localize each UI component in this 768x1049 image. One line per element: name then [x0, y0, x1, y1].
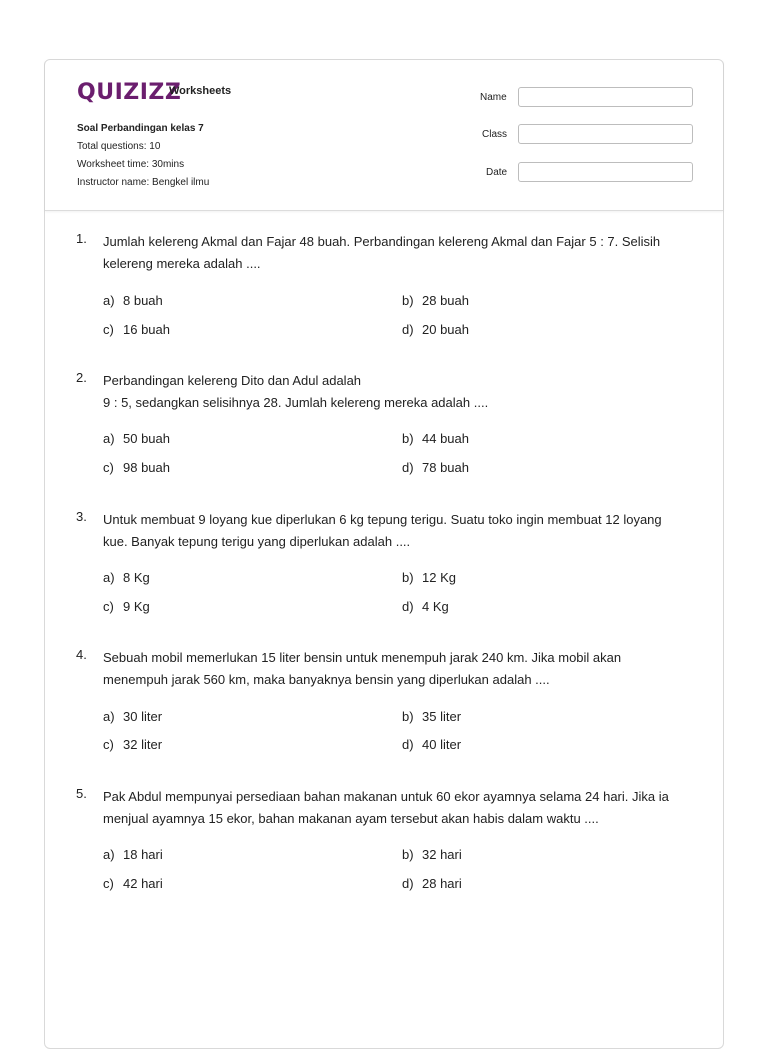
option-b[interactable]	[402, 570, 456, 585]
instructor-name: Instructor name: Bengkel ilmu	[77, 177, 210, 188]
option-letter: c)	[103, 737, 114, 752]
option-text: 4 Kg	[422, 599, 449, 614]
question-number: 1.	[76, 231, 87, 246]
option-letter: b)	[402, 431, 414, 446]
name-label: Name	[480, 92, 507, 103]
option-text: 28 buah	[422, 293, 469, 308]
question-number: 3.	[76, 509, 87, 524]
question-number: 2.	[76, 370, 87, 385]
option-letter: a)	[103, 293, 115, 308]
worksheet-meta	[77, 120, 209, 192]
option-text: 8 Kg	[123, 570, 150, 585]
total-questions: Total questions: 10	[77, 141, 161, 152]
option-letter: c)	[103, 322, 114, 337]
option-text: 9 Kg	[123, 599, 150, 614]
option-text: 30 liter	[123, 709, 163, 724]
question-number: 5.	[76, 786, 87, 801]
option-letter: a)	[103, 570, 115, 585]
class-label: Class	[482, 129, 508, 140]
option-letter: c)	[103, 460, 114, 475]
question-text: Untuk membuat 9 loyang kue diperlukan 6 kg tepung terigu. Suatu toko ingin membuat 12 loyang kue. Banyak tepung terigu yang diperlukan adalah ....	[103, 512, 662, 549]
option-letter: a)	[103, 709, 115, 724]
worksheet-page	[44, 59, 724, 1049]
option-letter: a)	[103, 847, 115, 862]
option-text: 42 hari	[123, 876, 163, 891]
option-letter: d)	[402, 737, 414, 752]
option-text: 50 buah	[123, 431, 170, 446]
option-c[interactable]	[103, 599, 150, 614]
option-text: 18 hari	[123, 847, 163, 862]
option-c[interactable]	[103, 876, 163, 891]
option-text: 98 buah	[123, 460, 170, 475]
option-a[interactable]	[103, 570, 150, 585]
option-letter: d)	[402, 322, 414, 337]
question-text: Perbandingan kelereng Dito dan Adul adalah 9 : 5, sedangkan selisihnya 28. Jumlah kelereng mereka adalah ....	[103, 373, 489, 410]
worksheet-title: Soal Perbandingan kelas 7	[77, 123, 204, 134]
option-a[interactable]	[103, 709, 162, 724]
date-field[interactable]	[518, 162, 693, 182]
date-label: Date	[486, 167, 508, 178]
option-text: 32 liter	[123, 737, 163, 752]
option-d[interactable]	[402, 599, 449, 614]
option-c[interactable]	[103, 737, 162, 752]
question-text: Jumlah kelereng Akmal dan Fajar 48 buah. Perbandingan kelereng Akmal dan Fajar 5 : 7. Selisih kelereng mereka adalah ....	[103, 234, 661, 271]
logo-subtitle: Worksheets	[169, 85, 232, 97]
option-a[interactable]	[103, 293, 163, 308]
question-text: Sebuah mobil memerlukan 15 liter bensin untuk menempuh jarak 240 km. Jika mobil akan menempuh jarak 560 km, maka banyaknya bensin yang diperlukan adalah ....	[103, 650, 622, 687]
option-text: 35 liter	[422, 709, 462, 724]
option-a[interactable]	[103, 847, 163, 862]
option-d[interactable]	[402, 322, 469, 337]
option-d[interactable]	[402, 737, 461, 752]
class-field[interactable]	[518, 124, 693, 144]
option-letter: d)	[402, 460, 414, 475]
option-b[interactable]	[402, 709, 461, 724]
option-c[interactable]	[103, 460, 170, 475]
option-text: 20 buah	[422, 322, 469, 337]
option-d[interactable]	[402, 460, 469, 475]
worksheet-header	[45, 60, 723, 211]
option-text: 44 buah	[422, 431, 469, 446]
option-text: 12 Kg	[422, 570, 456, 585]
option-letter: d)	[402, 876, 414, 891]
option-letter: c)	[103, 599, 114, 614]
option-letter: d)	[402, 599, 414, 614]
option-text: 32 hari	[422, 847, 462, 862]
option-b[interactable]	[402, 293, 469, 308]
option-d[interactable]	[402, 876, 462, 891]
question-text: Pak Abdul mempunyai persediaan bahan makanan untuk 60 ekor ayamnya selama 24 hari. Jika ia menjual ayamnya 15 ekor, bahan makanan ayam tersebut akan habis dalam waktu ....	[103, 789, 669, 826]
option-text: 28 hari	[422, 876, 462, 891]
worksheet-time: Worksheet time: 30mins	[77, 159, 185, 170]
name-field[interactable]	[518, 87, 693, 107]
option-text: 40 liter	[422, 737, 462, 752]
option-a[interactable]	[103, 431, 170, 446]
option-text: 78 buah	[422, 460, 469, 475]
option-b[interactable]	[402, 431, 469, 446]
option-letter: b)	[402, 709, 414, 724]
option-text: 8 buah	[123, 293, 163, 308]
question-number: 4.	[76, 647, 87, 662]
option-text: 16 buah	[123, 322, 170, 337]
option-b[interactable]	[402, 847, 462, 862]
option-letter: b)	[402, 570, 414, 585]
quizizz-logo: QUIZIZZ	[77, 80, 182, 105]
option-letter: c)	[103, 876, 114, 891]
option-letter: a)	[103, 431, 115, 446]
option-letter: b)	[402, 847, 414, 862]
option-c[interactable]	[103, 322, 170, 337]
option-letter: b)	[402, 293, 414, 308]
